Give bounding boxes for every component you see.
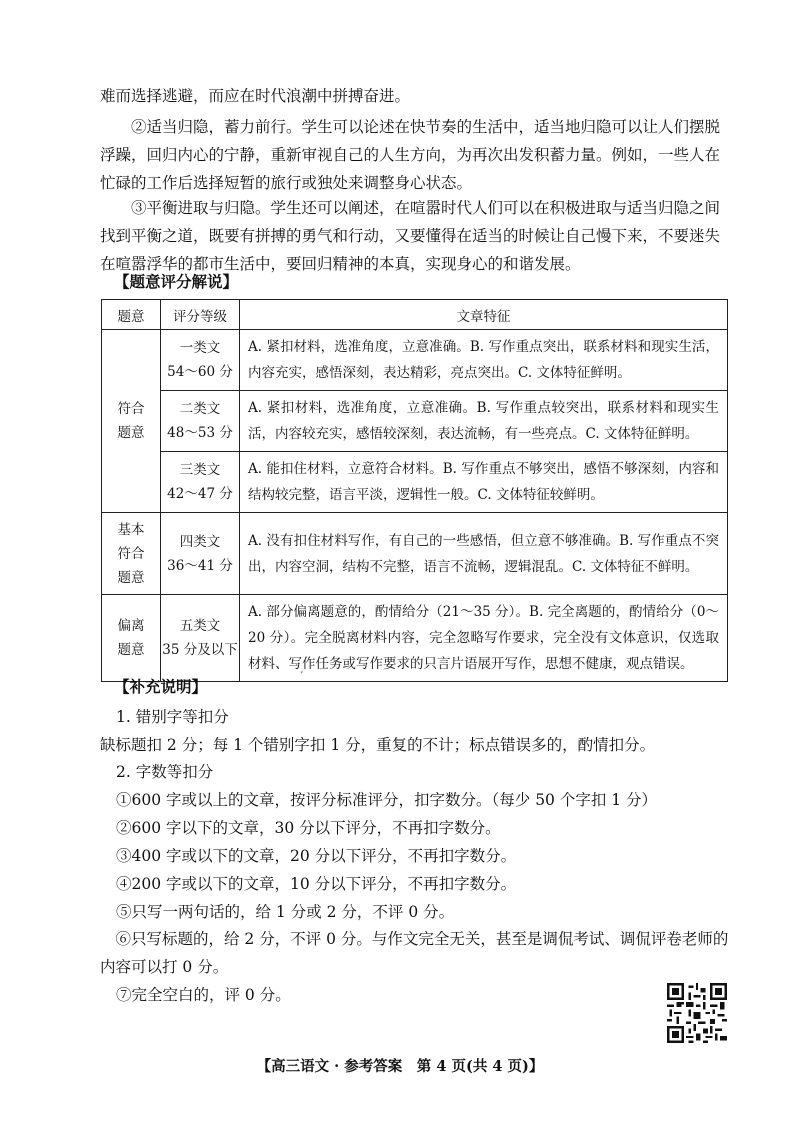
- grade-name: 三类文: [179, 462, 221, 478]
- point-3-paragraph: ③平衡进取与归隐。学生还可以阐述，在喧嚣时代人们可以在积极进取与适当归隐之间找到平衡之道，既要有拼搏的勇气和行动，又要懂得在适当的时候让自己慢下来，不要迷失在喧嚣浮华的都市生活中，要回归精神的本真，实现身心的和谐发展。: [100, 199, 721, 273]
- grade-name: 一类文: [179, 340, 221, 356]
- table-row: [102, 452, 728, 513]
- header-topic: 题意: [102, 300, 161, 330]
- category-fits: [102, 330, 161, 513]
- point-2-paragraph: ②适当归隐，蓄力前行。学生可以论述在快节奏的生活中，适当地归隐可以让人们摆脱浮躁，回归内心的宁静，重新审视自己的人生方向，为再次出发积蓄力量。例如，一些人在忙碌的工作后选择短暂的旅行或独处来调整身心状态。: [100, 118, 721, 192]
- qr-code-icon: [667, 983, 727, 1043]
- page-footer: 【高三语文 · 参考答案 第 4 页(共 4 页)】: [256, 1058, 544, 1075]
- feature-cell: A. 紧扣材料，选准角度，立意准确。B. 写作重点较突出，联系材料和现实生活，内容较充实，感悟较深刻，表达流畅，有一些亮点。C. 文体特征鲜明。: [240, 391, 728, 452]
- table-row: [102, 330, 728, 391]
- table-header-row: [102, 300, 728, 330]
- feature-cell: A. 部分偏离题意的，酌情给分（21～35 分）。B. 完全离题的，酌情给分（0～20 分）。完全脱离材料内容，完全忽略写作要求，完全没有文体意识，仅选取材料、写作任务或写作要求的只言片语展开写作，思想不健康，观点错误。: [240, 595, 728, 682]
- grade-name: 五类文: [179, 618, 221, 634]
- rule-item: ⑦完全空白的，评 0 分。: [116, 986, 291, 1004]
- grade-cell: [161, 595, 240, 682]
- feature-cell: A. 紧扣材料，选准角度，立意准确。B. 写作重点突出，联系材料和现实生活，内容充实，感悟深刻，表达精彩，亮点突出。C. 文体特征鲜明。: [240, 330, 728, 391]
- header-grade: 评分等级: [161, 300, 240, 330]
- grade-cell: [161, 452, 240, 513]
- table-heading: 【题意评分解说】: [114, 272, 239, 291]
- category-text: 题意: [117, 642, 145, 658]
- table-row: [102, 391, 728, 452]
- grade-name: 四类文: [179, 533, 221, 550]
- grade-range: 36～41 分: [167, 557, 233, 574]
- category-text: 题意: [117, 425, 145, 441]
- grade-cell: [161, 513, 240, 595]
- rule-item: ④200 字或以下的文章，10 分以下评分，不再扣字数分。: [116, 875, 517, 893]
- header-features: 文章特征: [240, 300, 728, 330]
- supplement-1-text: 缺标题扣 2 分；每 1 个错别字扣 1 分，重复的不计；标点错误多的，酌情扣分。: [100, 736, 656, 754]
- category-text: 符合: [117, 401, 145, 417]
- category-basic: [102, 513, 161, 595]
- category-text: 符合: [117, 545, 145, 562]
- stray-mark: ﾞ: [300, 670, 306, 683]
- grade-range: 42～47 分: [167, 486, 233, 502]
- feature-cell: A. 没有扣住材料写作，有自己的一些感悟，但立意不够准确。B. 写作重点不突出，内容空洞，结构不完整，语言不流畅，逻辑混乱。C. 文体特征不鲜明。: [240, 513, 728, 595]
- rule-item: ⑥只写标题的，给 2 分，不评 0 分。与作文完全无关，甚至是调侃考试、调侃评卷老师的内容可以打 0 分。: [100, 930, 729, 976]
- category-off-topic: [102, 595, 161, 682]
- rule-item: ①600 字或以上的文章，按评分标准评分，扣字数分。（每少 50 个字扣 1 分）: [116, 791, 658, 809]
- category-text: 基本: [117, 521, 145, 538]
- intro-continuation: 难而选择逃避，而应在时代浪潮中拼搏奋进。: [100, 87, 411, 105]
- table-row: [102, 513, 728, 595]
- grade-cell: [161, 391, 240, 452]
- supplement-heading: 【补充说明】: [114, 677, 208, 696]
- grade-range: 48～53 分: [167, 425, 233, 441]
- grade-range: 35 分及以下: [162, 642, 238, 658]
- rule-item: ③400 字或以下的文章，20 分以下评分，不再扣字数分。: [116, 847, 517, 865]
- scoring-table: [101, 299, 728, 682]
- supplement-2-title: 2. 字数等扣分: [116, 763, 214, 781]
- rule-item: ⑤只写一两句话的，给 1 分或 2 分，不评 0 分。: [116, 903, 455, 921]
- table-row: [102, 595, 728, 682]
- supplement-1-title: 1. 错别字等扣分: [116, 708, 229, 726]
- category-text: 题意: [117, 569, 145, 586]
- rule-item: ②600 字以下的文章，30 分以下评分，不再扣字数分。: [116, 819, 501, 837]
- category-text: 偏离: [117, 618, 145, 634]
- grade-range: 54～60 分: [167, 364, 233, 380]
- grade-cell: [161, 330, 240, 391]
- grade-name: 二类文: [179, 401, 221, 417]
- feature-cell: A. 能扣住材料，立意符合材料。B. 写作重点不够突出，感悟不够深刻，内容和结构较完整，语言平淡，逻辑性一般。C. 文体特征较鲜明。: [240, 452, 728, 513]
